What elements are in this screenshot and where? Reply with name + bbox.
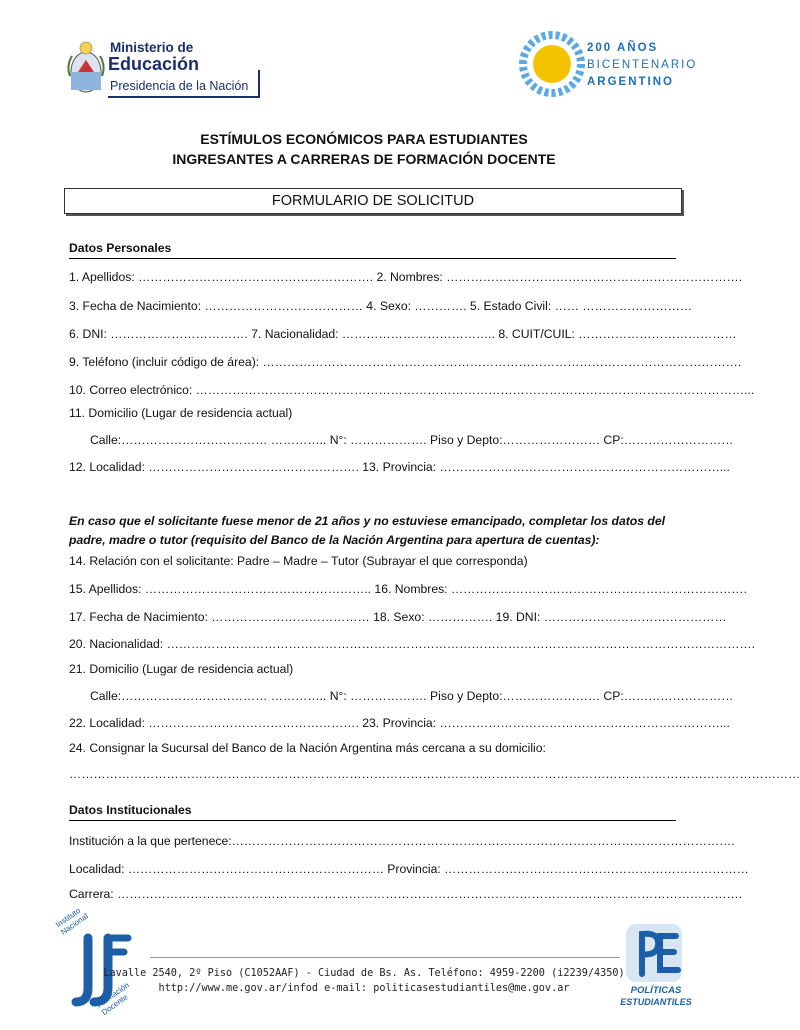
infod-top-label: Instituto Nacional — [54, 905, 90, 937]
ministry-name-line1: Ministerio de — [110, 40, 194, 55]
field-tutor-calle[interactable]: Calle:……………………………… ………….. N°: ………………. Piso y Depto:…………………… CP:……………………… — [90, 689, 734, 703]
section-heading-personal: Datos Personales — [69, 241, 172, 255]
politicas-line2: ESTUDIANTILES — [620, 997, 692, 1007]
form-title-box: FORMULARIO DE SOLICITUD — [64, 188, 682, 214]
field-tutor-domicilio-label: 21. Domicilio (Lugar de residencia actual) — [69, 662, 294, 676]
infod-logo — [54, 905, 138, 1017]
footer-web-email[interactable]: http://www.me.gov.ar/infod e-mail: politicasestudiantiles@me.gov.ar — [158, 983, 570, 994]
field-sucursal[interactable]: ……………………………………………………………………………………………………………………………………………………………… — [69, 767, 800, 781]
field-domicilio-label: 11. Domicilio (Lugar de residencia actual) — [69, 406, 293, 420]
field-inst-localidad-provincia[interactable]: Localidad: ……………………………………………………… Provincia: ………………………………………………………………… — [69, 862, 749, 876]
field-tutor-nacionalidad[interactable]: 20. Nacionalidad: ………………………………………………………………………………………………………………………………. — [69, 637, 755, 651]
politicas-estudiantiles-logo — [620, 922, 692, 1012]
document-title-line2: INGRESANTES A CARRERAS DE FORMACIÓN DOCENTE — [172, 151, 556, 167]
infod-bottom-label: Formación Docente — [94, 980, 131, 1017]
bicentenario-line2: BICENTENARIO — [587, 59, 698, 71]
bicentenario-sun-icon — [522, 34, 582, 94]
field-apellidos-nombres[interactable]: 1. Apellidos: …………………………………………………. 2. Nombres: ………………………………………………………………. — [69, 270, 743, 284]
bicentenario-line3: ARGENTINO — [587, 76, 674, 88]
argentina-coat-of-arms-icon — [66, 36, 106, 98]
footer-address: Lavalle 2540, 2º Piso (C1052AAF) - Ciudad de Bs. As. Teléfono: 4959-2200 (i2239/4350) — [103, 968, 625, 979]
field-correo[interactable]: 10. Correo electrónico: ………………………………………………………………………………………………………………………... — [69, 383, 755, 397]
field-calle[interactable]: Calle:……………………………… ………….. N°: ………………. Piso y Depto:…………………… CP:……………………… — [90, 433, 734, 447]
section-rule — [69, 820, 676, 821]
field-relacion: 14. Relación con el solicitante: Padre – Madre – Tutor (Subrayar el que corresponda) — [69, 554, 528, 568]
field-telefono[interactable]: 9. Teléfono (incluir código de área): ………………………………………………………………………………………………………. — [69, 355, 742, 369]
guardian-note: En caso que el solicitante fuese menor de 21 años y no estuviese emancipado, completar los datos del padre, madre o tutor (requisito del Banco de la Nación Argentina para apertura de cuentas): — [69, 514, 666, 547]
field-tutor-apellidos-nombres[interactable]: 15. Apellidos: ……………………………………………….. 16. Nombres: ………………………………………………………………. — [69, 582, 747, 596]
field-tutor-localidad-provincia[interactable]: 22. Localidad: ……………………………………………. 23. Provincia: ……………………………………………………………... — [69, 716, 730, 730]
ministry-name-line2: Educación — [108, 54, 200, 74]
footer-rule — [150, 957, 620, 958]
field-dni-nacionalidad-cuit[interactable]: 6. DNI: ……………………………. 7. Nacionalidad: ……………………………….. 8. CUIT/CUIL: ………………………………… — [69, 327, 737, 341]
politicas-line1: POLÍTICAS — [630, 985, 682, 996]
field-nacimiento-sexo-estado[interactable]: 3. Fecha de Nacimiento: ………………………………… 4. Sexo: …………. 5. Estado Civil: …… ……………………… — [69, 299, 693, 313]
field-localidad-provincia[interactable]: 12. Localidad: ……………………………………………. 13. Provincia: ……………………………………………………………... — [69, 460, 730, 474]
document-title-line1: ESTÍMULOS ECONÓMICOS PARA ESTUDIANTES — [200, 131, 528, 147]
field-sucursal-label: 24. Consignar la Sucursal del Banco de la Nación Argentina más cercana a su domicilio: — [69, 741, 546, 755]
field-tutor-nacimiento-sexo-dni[interactable]: 17. Fecha de Nacimiento: ………………………………… 18. Sexo: ……………. 19. DNI: ……………………………………… — [69, 610, 727, 624]
field-institucion[interactable]: Institución a la que pertenece:……………………………………………………………………………………………………………. — [69, 834, 735, 848]
section-heading-institutional: Datos Institucionales — [69, 803, 192, 817]
section-rule — [69, 258, 676, 259]
bicentenario-line1: 200 AÑOS — [587, 42, 659, 54]
field-carrera[interactable]: Carrera: ………………………………………………………………………………………………………………………………………. — [69, 887, 743, 901]
pe-mark-icon — [620, 922, 692, 984]
ministry-name-line3: Presidencia de la Nación — [110, 79, 249, 93]
